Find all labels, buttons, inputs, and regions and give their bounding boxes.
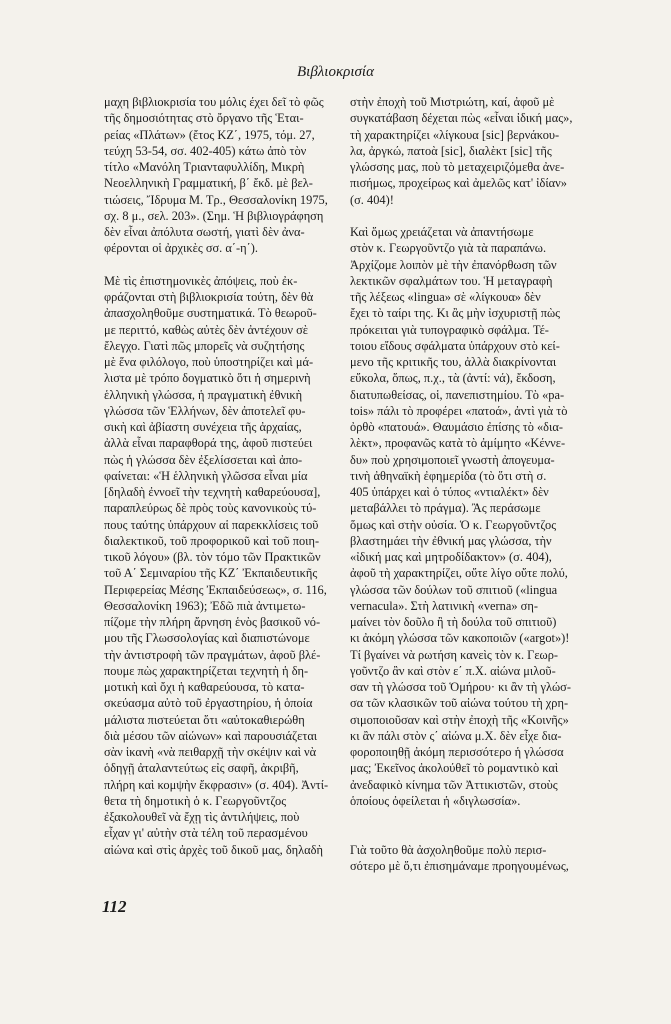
text-line: ἀλλὰ εἶναι παραφθορά της, ἀφοῦ πιστεύει [104,436,313,451]
text-line: μαχη βιβλιοκρισία του μόλις έχει δεῖ τὸ φῶς [104,95,324,109]
text-line: μενο τῆς κριτικῆς του, ἀλλὰ διακρίνονται [350,355,557,369]
text-line: φράζονται στὴ βιβλιοκρισία τούτη, δὲν θὰ [104,290,314,304]
text-line: τοιου εἴδους σφάλματα ὑπάρχουν στὸ κεί- [350,338,560,353]
text-line: δυ» ποὺ χρησιμοποιεῖ γνωστὴ ἀπογευμα- [350,452,555,467]
text-line: διατυπωθείσας, οἱ, πανεπιστημίου. Τὸ «pa- [350,387,565,402]
text-line: vernacula». Στὴ λατινικὴ «verna» ση- [350,598,538,613]
running-title: Βιβλιοκρισία [297,64,374,80]
text-line: φέρονται οἱ ἀρχικὲς σσ. α΄-η΄). [104,241,258,256]
text-line: τινὴ ἀθηναϊκὴ ἐφημερίδα (τὸ ὅτι στὴ σ. [350,468,547,483]
text-line: σιμοποιοῦσαν καὶ στὴν ἐποχὴ τῆς «Κοινῆς» [350,712,569,727]
text-line: σαν τὴ γλώσσα τοῦ Ὁμήρου· κι ἂν τὴ γλώσ- [350,680,571,694]
text-line: ἐξακολουθεῖ νὰ ἔχῃ τὶς ἀντιλήψεις, ποὺ [104,810,300,824]
text-line: γλώσσα τῶν Ἑλλήνων, δὲν ἀποτελεῖ φυ- [104,403,306,418]
text-line: τῆς λέξεως «lingua» σὲ «λίγκουα» δὲν [350,290,541,304]
text-line: «ἰδική μας καὶ μητροδίδακτον» (σ. 404), [350,550,552,564]
text-line: τῆς δημοσιότητας στὸ ὄργανο τῆς Ἑται- [104,111,304,126]
text-line: πὼς ἡ γλώσσα δὲν ἐξελίσσεται καὶ ἀπο- [104,452,303,467]
text-line: ὁποίους ὀφείλεται ἡ «διγλωσσία». [350,793,521,808]
text-line: λεκτικῶν σφαλμάτων του. Ἡ μεταγραφὴ [350,273,553,288]
text-line: ἀφοῦ τὴ χαρακτηρίζει, οὔτε λίγο οὔτε πολύ, [350,566,568,581]
text-line: τεύχη 53-54, σσ. 402-405) κάτω ἀπὸ τὸν [104,143,307,158]
text-line: φοροποιηθῇ ἀκόμη περισσότερο ἡ γλώσσα [350,745,564,759]
text-line: μας; Ἐκεῖνος ἀκολούθεῖ τὸ ρομαντικὸ καὶ [350,761,559,776]
paragraph-gap [350,208,586,224]
text-line: ρείας «Πλάτων» (ἔτος ΚΖ΄, 1975, τόμ. 27, [104,127,315,142]
text-line: Περιφερείας Μέσης Ἐκπαιδεύσεως», σ. 116, [104,582,327,597]
left-column [104,94,338,858]
text-line: ὀρθὸ «πατουά». Θαυμάσιο ἐπίσης τὸ «δια- [350,420,563,434]
text-line: στὸν κ. Γεωργοῦντζο γιὰ τὰ παραπάνω. [350,241,547,256]
text-line: εὔκολα, ὅπως, π.χ., τὰ (ἀντί: νά), ἔκδοση, [350,371,556,386]
text-line: σχ. 8 μ., σελ. 203». (Σημ. Ἡ βιβλιογράφηση [104,208,324,223]
text-line: διαλεκτικοῦ, τοῦ προφορικοῦ καὶ τοῦ ποιη- [104,533,320,548]
text-line: σκεύασμα αὐτὸ τοῦ ἐργαστηρίου, ἡ ὁποία [104,696,313,711]
text-line: τοῦ Α΄ Σεμιναρίου τῆς ΚΖ΄ Ἐκπαιδευτικῆς [104,566,318,581]
text-line: αἰώνα καὶ στὶς ἀρχὲς τοῦ δικοῦ μας, δηλαδὴ [104,842,323,857]
text-line: πρόκειται γιὰ τυπογραφικὸ σφάλμα. Τέ- [350,322,549,337]
text-line: τὴν ἀντιστροφὴ τῶν πραγμάτων, ἀφοῦ βλέ- [104,647,321,662]
text-line: γλώσσης μας, ποὺ τὸ μεταχειριζόμεθα ἀνε- [350,160,565,174]
text-line: παραπλεύρως δὲ πρὸς τοὺς κανονικοὺς τύ- [104,501,317,516]
text-line: θετα τὴ δημοτικὴ ὁ κ. Γεωργοῦντζος [104,793,287,808]
text-line: μοτικὴ καὶ ὄχι ἡ καθαρεύουσα, τὸ κατα- [104,680,305,694]
text-line: Ἀρχίζομε λοιπὸν μὲ τὴν ἐπανόρθωση τῶν [350,257,557,272]
text-line: μεταβάλλει τὸ πράγμα). Ἂς περάσωμε [350,501,541,516]
text-line: Τί βγαίνει νὰ ρωτήση κανεὶς τὸν κ. Γεωρ- [350,647,559,662]
text-line: σὰν ἱκανὴ «νὰ πειθαρχῇ τὴν σκέψιν καὶ νὰ [104,745,317,759]
text-line: στὴν ἐποχὴ τοῦ Μιστριώτη, καί, ἀφοῦ μὲ [350,95,555,109]
text-line: ὅμως καὶ στὴν οὐσία. Ὁ κ. Γεωργοῦντζος [350,517,557,532]
text-line: ἀνεδαφικὸ κίνημα τῶν Ἀττικιστῶν, στοὺς [350,777,558,792]
text-line: με περιττό, καθὼς αὐτὲς δὲν ἀντέχουν σὲ [104,322,308,337]
paragraph-gap [350,825,586,841]
text-line: γλώσσα τῶν δούλων τοῦ σπιτιοῦ («lingua [350,582,558,597]
text-line: μάλιστα πιστεύεται ὅτι «αὐτοκαθιερώθη [104,712,305,727]
paragraph-gap [104,257,338,273]
text-line: tois» πάλι τὸ προφέρει «πατοά», ἀντὶ γιὰ τὸ [350,403,568,418]
text-line: σα τῶν κλασικῶν τοῦ αἰώνα τούτου τὴ χρη- [350,696,569,711]
text-line: τιώσεις, Ἴδρυμα Μ. Τρ., Θεσσαλονίκη 1975, [104,192,328,207]
text-line: Νεοελληνικὴ Γραμματική, β΄ ἔκδ. μὲ βελ- [104,176,313,191]
text-line: κι ἂν πάλι στὸν ς΄ αἰώνα μ.Χ. δὲν εἶχε δια- [350,728,562,743]
text-line: εἶχαν γι' αὐτὴν στὰ τέλη τοῦ περασμένου [104,826,308,841]
text-line: τὴ χαρακτηρίζει «λίγκουα [sic] βερνάκου- [350,127,560,142]
text-line: σότερο μὲ ὅ,τι ἐπισημάναμε προηγουμένως, [350,858,569,873]
text-line: διὰ μέσου τῶν αἰώνων» καὶ παρουσιάζεται [104,728,318,743]
text-line: Μὲ τὶς ἐπιστημονικὲς ἀπόψεις, ποὺ ἐκ- [104,273,298,288]
text-line: πουμε πὼς χαρακτηρίζεται τεχνητὴ ἡ δη- [104,663,309,678]
text-line: πους ταύτης ὑπάρχουν αἱ παρεκκλίσεις τοῦ [104,517,319,532]
text-line: ἀπασχοληθοῦμε συστηματικά. Τὸ θεωροῦ- [104,306,317,321]
text-line: Καὶ ὅμως χρειάζεται νὰ ἀπαντήσωμε [350,225,534,239]
text-line: δὲν εἶναι ἀπόλυτα σωστή, γιατὶ δὲν ἀνα- [104,225,305,239]
text-line: γοῦντζο ἂν καὶ στὸν ε΄ π.Χ. αἰώνα μιλοῦ- [350,663,556,678]
text-line: 405 ὑπάρχει καὶ ὁ τύπος «ντιαλέκτ» δὲν [350,485,549,499]
text-line: λα, ἀργκώ, πατοὰ [sic], διαλὲκτ [sic] τῆς [350,143,552,158]
text-line: τίτλο «Μανόλη Τριανταφυλλίδη, Μικρὴ [104,160,305,174]
text-line: ἔλεγχο. Γιατὶ πῶς μπορεῖς νὰ συζητήσης [104,338,305,353]
text-line: μὲ ἕνα φιλόλογο, ποὺ ὑποστηρίζει καὶ μά- [104,355,314,369]
text-line: ἔχει τὸ ταίρι της. Κι ἂς μὴν ἰσχυριστῇ πὼς [350,306,561,321]
paragraph-gap [350,809,586,825]
right-column [350,94,586,874]
text-line: μαίνει τὸν δοῦλο ἢ τὴ δούλα τοῦ σπιτιοῦ) [350,615,557,629]
text-line: ὁδηγῇ ἀταλαντεύτως εἰς σαφῆ, ἀκριβῆ, [104,761,299,776]
text-line: [δηλαδὴ ἐννοεῖ τὴν τεχνητὴ καθαρεύουσα], [104,485,321,499]
text-line: πλήρη καὶ κομψὴν ἔκφρασιν» (σ. 404). Ἀντί- [104,777,329,792]
text-line: βλαστημάει τὴν ἐθνική μας γλώσσα, τὴν [350,533,552,548]
text-line: τικοῦ λόγου» (βλ. τὸν τόμο τῶν Πρακτικῶν [104,550,321,564]
text-line: πισήμως, προχείρως καὶ ἀμελῶς κατ' ἰδίαν» [350,176,567,191]
text-line: Θεσσαλονίκη 1963); Ἐδῶ πιὰ ἀντιμετω- [104,598,306,613]
text-line: σικὴ καὶ ἀβίαστη συνέχεια τῆς ἀρχαίας, [104,420,302,434]
page-number: 112 [102,897,127,916]
text-line: μου τῆς Γλωσσολογίας καὶ διαπιστώνομε [104,631,310,646]
text-line: ἑλληνικὴ γλώσσα, ἡ πραγματικὴ ἐθνικὴ [104,387,303,402]
text-line: (σ. 404)! [350,192,394,207]
text-line: λιστα μὲ τρόπο δογματικὸ ὅτι ἡ σημερινὴ [104,371,311,386]
text-line: πίζομε τὴν πλήρη ἄρνηση ἑνὸς βασικοῦ νό- [104,615,321,629]
text-line: Γιὰ τοῦτο θὰ ἀσχοληθοῦμε πολὺ περισ- [350,842,547,857]
text-line: συγκατάβαση δέχεται πὼς «εἶναι ἰδική μας», [350,111,573,126]
text-line: φαίνεται: «Ἡ ἑλληνικὴ γλῶσσα εἶναι μία [104,468,308,483]
text-line: κι ἀκόμη γλώσσα τῶν κακοποιῶν («argot»)! [350,631,570,646]
text-line: λὲκτ», προφανῶς κατὰ τὸ ἀμίμητο «Κέννε- [350,436,566,451]
